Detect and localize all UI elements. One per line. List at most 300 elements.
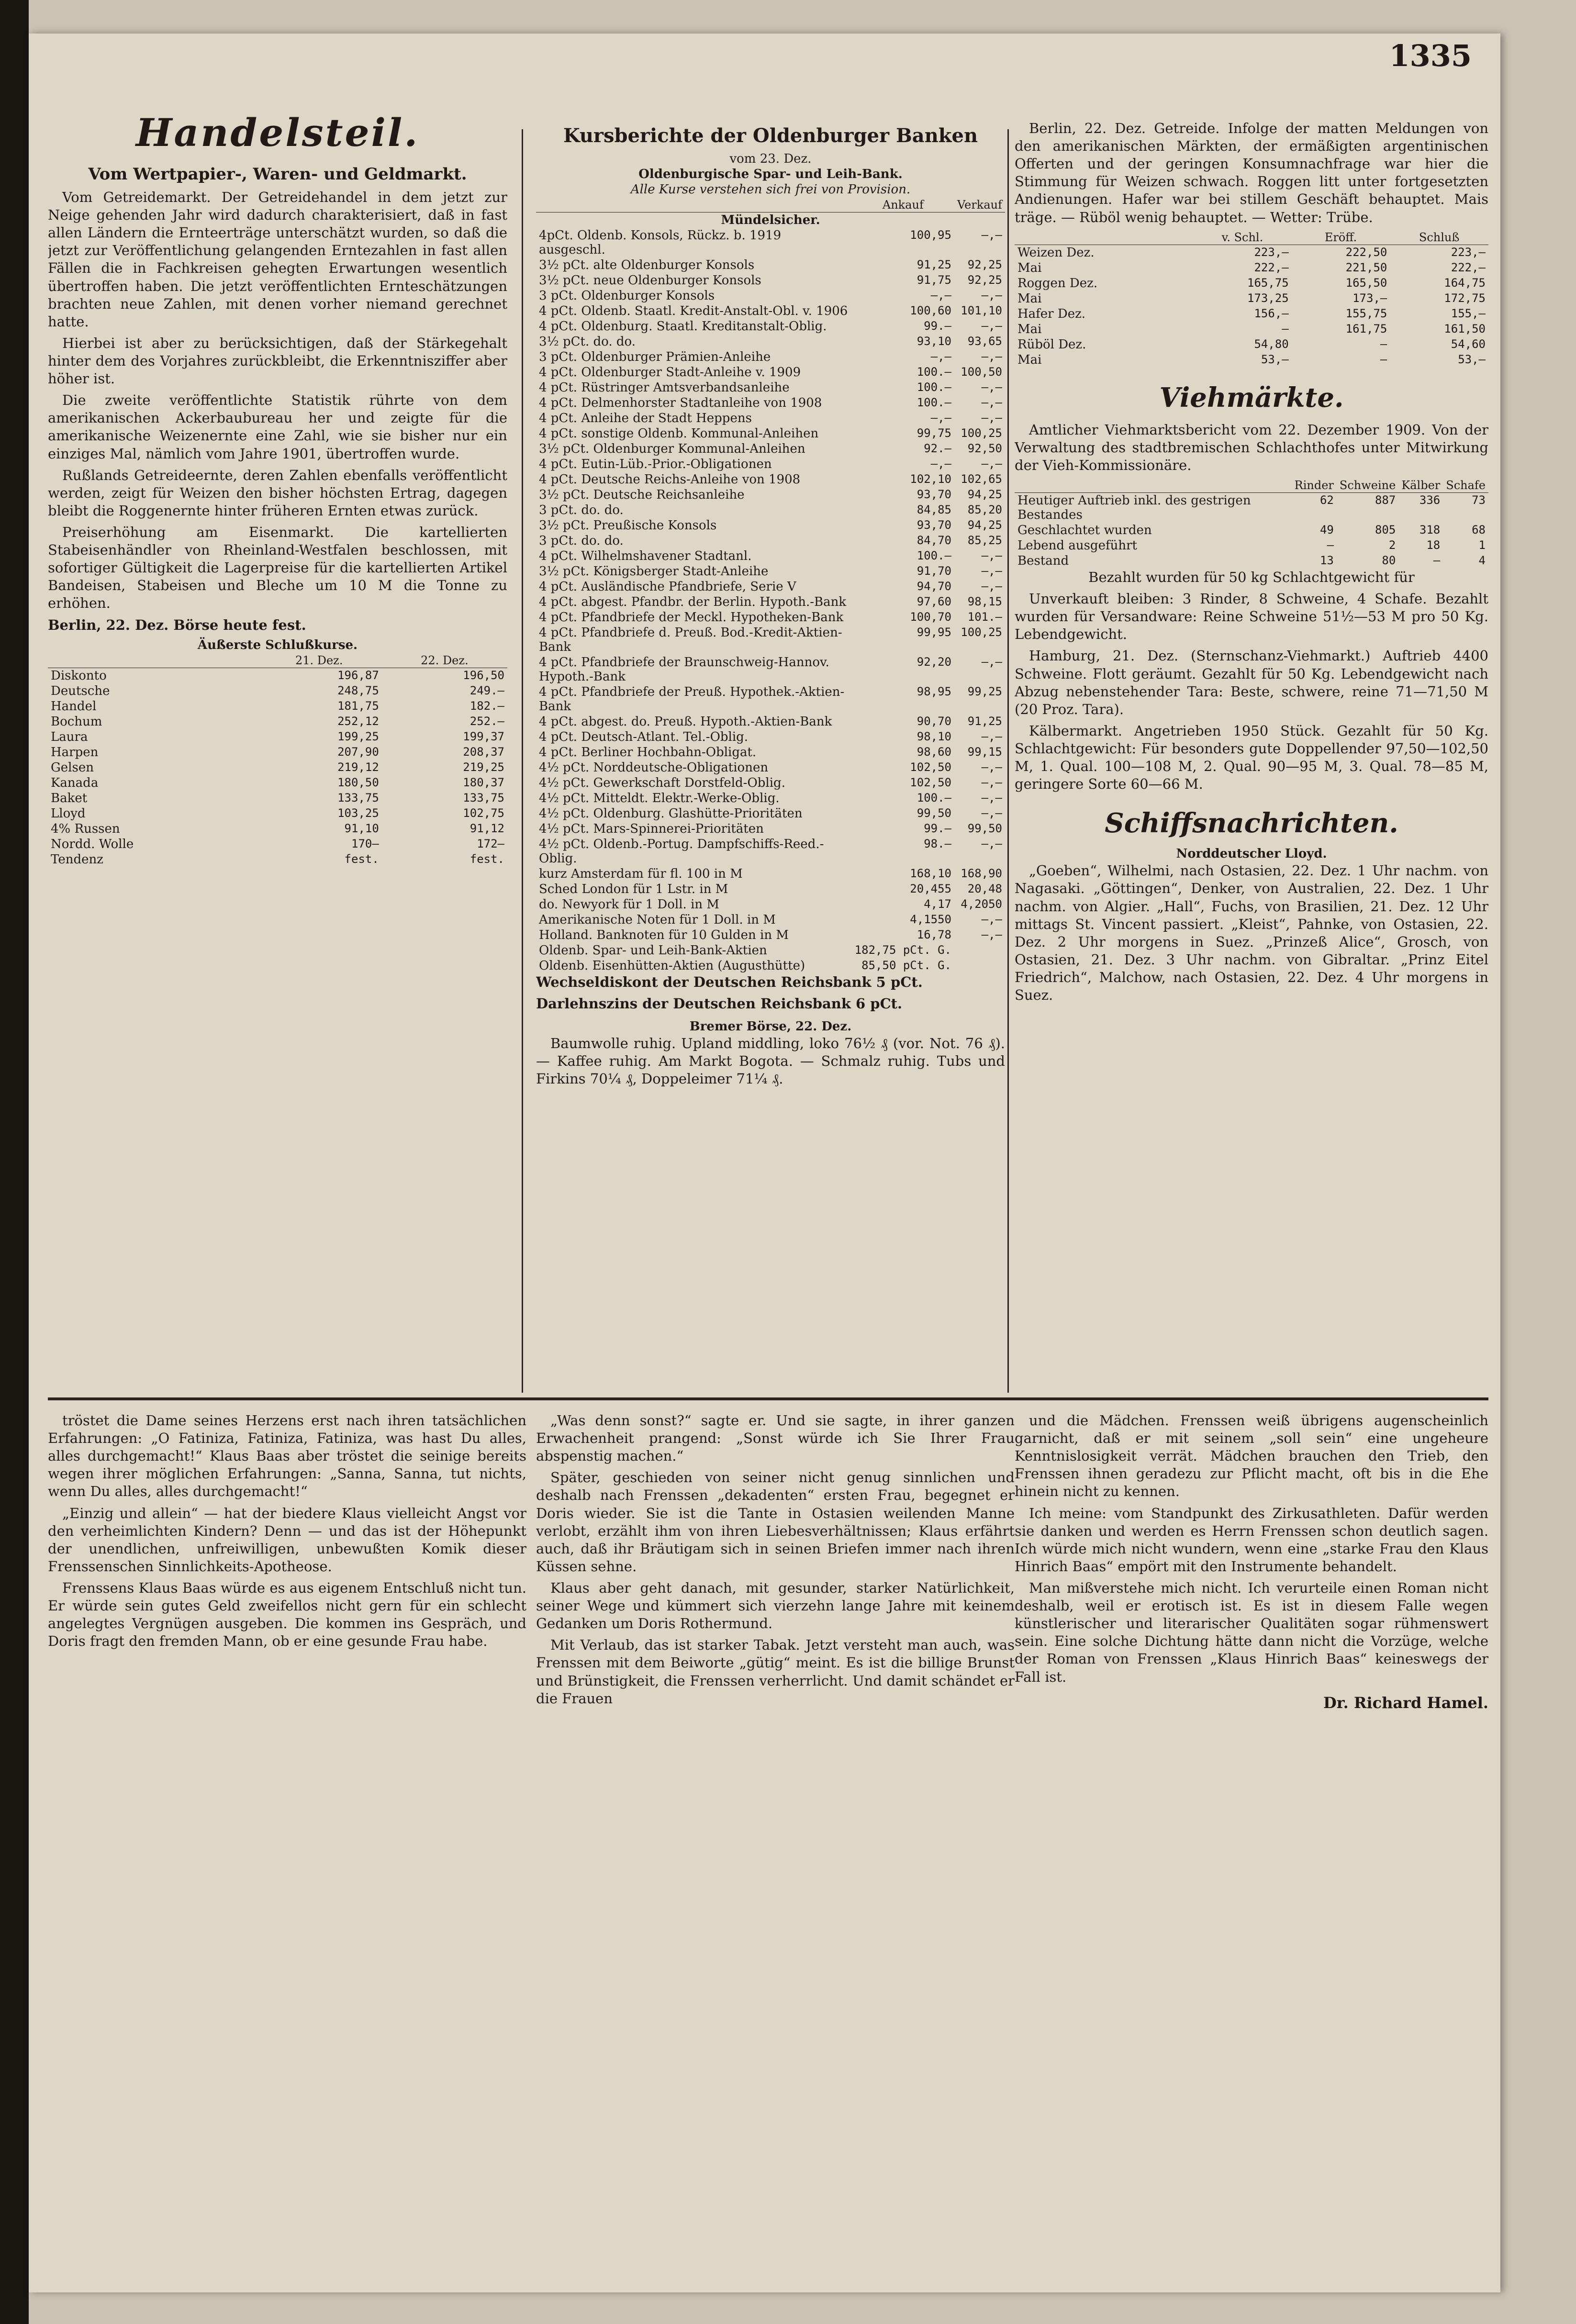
row-label: 4 pCt. Ausländische Pfandbriefe, Serie V [539,580,796,594]
author-signature: Dr. Richard Hamel. [1323,1693,1488,1712]
row-value: 16,78 [917,928,951,941]
table-header [1015,230,1193,245]
kursberichte-column [536,124,1005,1092]
row-value: 101.— [967,610,1002,624]
schiff-subtitle: Norddeutscher Lloyd. [1176,847,1327,861]
table-row [48,714,507,729]
row-value: 219,12 [337,760,379,774]
row-value: 73 [1472,493,1486,507]
row-label: 4 pCt. Oldenb. Staatl. Kredit-Anstalt-Obl. v. 1906 [539,304,848,318]
row-label: Gelsen [51,760,94,775]
table-row [536,943,1005,958]
row-value: 156,— [1254,306,1289,320]
table-row [1015,306,1488,322]
row-label: Tendenz [51,852,103,867]
row-value: fest. [469,852,504,866]
row-label: Baket [51,791,88,805]
row-value: 4,2050 [961,897,1002,911]
table-header: Schafe [1443,478,1488,493]
getreide-table [1015,230,1488,368]
row-label: 4½ pCt. Oldenb.-Portug. Dampfschiffs-Reed.-Oblig. [539,837,824,866]
row-value: 207,90 [337,745,379,759]
table-row [536,745,1005,760]
row-value: fest. [344,852,379,866]
row-value: 100.— [917,549,951,562]
row-value: 180,50 [337,775,379,789]
row-label: 4½ pCt. Oldenburg. Glashütte-Prioritäten [539,806,803,821]
row-value: 85,20 [967,503,1002,516]
row-value: 164,75 [1444,276,1486,290]
row-value: —,— [981,913,1002,926]
row-value: 100.— [917,380,951,394]
row-label: Mai [1017,322,1042,336]
row-value: 173,— [1352,291,1387,305]
bremen-text: Baumwolle ruhig. Upland middling, loko 76½ ₰ (vor. Not. 76 ₰). — Kaffee ruhig. Am Markt Bogota. — Schmalz ruhig. Tubs und Firkins 70¼ ₰, Doppeleimer 71¼ ₰. [536,1035,1005,1087]
row-value: 4,17 [924,897,951,911]
row-label: Mai [1017,352,1042,367]
row-label: Lloyd [51,806,86,821]
row-label: 3½ pCt. do. do. [539,335,636,349]
table-row [536,714,1005,729]
table-row [536,548,1005,564]
row-value: 100,25 [961,626,1002,639]
row-value: 155,— [1451,306,1486,320]
row-value: 99,75 [917,426,951,440]
row-label: 4 pCt. Deutsch-Atlant. Tel.-Oblig. [539,730,749,744]
book-spine [0,0,29,2324]
schiff-title: Schiffsnachrichten. [1105,807,1398,839]
table-row [536,625,1005,655]
row-label: Hafer Dez. [1017,306,1086,321]
row-label: Oldenb. Spar- und Leih-Bank-Aktien [539,943,767,958]
row-label: 3 pCt. Oldenburger Konsols [539,289,715,303]
table-row [536,866,1005,882]
table-header: Rinder [1292,478,1337,493]
row-value: 100,50 [961,365,1002,379]
row-value: —,— [981,319,1002,333]
row-value: 161,50 [1444,322,1486,335]
table-row [536,806,1005,821]
row-value: —,— [981,457,1002,470]
table-header: Eröff. [1292,230,1390,245]
row-value: 199,25 [337,729,379,743]
handelsteil-column [48,91,507,867]
row-label: Weizen Dez. [1017,245,1095,260]
row-value: 181,75 [337,699,379,713]
row-value: 252.— [469,714,504,728]
row-label: 3 pCt. do. do. [539,534,624,548]
kurs-date: vom 23. Dez. [729,152,812,166]
row-value: 199,37 [463,729,504,743]
table-row [536,257,1005,273]
page-number: 1335 [1389,38,1472,73]
row-value: 98,60 [917,745,951,759]
row-value: 53,— [1458,352,1486,366]
row-label: Rüböl Dez. [1017,337,1086,352]
row-value: 54,80 [1254,337,1289,351]
row-value: —,— [981,396,1002,409]
row-value: 18 [1426,538,1441,552]
column-rule [522,129,523,1393]
table-row [536,319,1005,334]
table-row [536,821,1005,837]
table-row [536,882,1005,897]
row-label: Mai [1017,291,1042,306]
row-value: 91,10 [344,821,379,835]
row-value: 182,75 pCt. G. [854,943,951,957]
row-value: 102,65 [961,472,1002,486]
row-value: 196,50 [463,668,504,682]
row-value: 91,25 [917,258,951,271]
row-value: 93,70 [917,488,951,501]
row-value: —,— [981,350,1002,363]
row-label: Handel [51,699,97,714]
table-row [1015,523,1488,538]
table-row [536,958,1005,973]
feuilleton-paragraph: Frenssens Klaus Baas würde es aus eigenem Entschluß nicht tun. Er würde sein gutes Geld zweifellos nicht gern für ein schlecht angelegtes Vergnügen ausgeben. Die kommen ins Gespräch, und Doris fragt den fremden Mann, ob er eine gesunde Frau habe. [48,1579,526,1650]
row-label: 4 pCt. Anleihe der Stadt Heppens [539,411,752,425]
row-label: 4 pCt. Pfandbriefe der Meckl. Hypotheken-Bank [539,610,844,625]
table-row [536,273,1005,288]
row-value: — [1380,337,1387,351]
article-paragraph: Rußlands Getreideernte, deren Zahlen ebenfalls veröffentlicht werden, zeigt für Weizen den bisher höchsten Ertrag, dagegen bleibt die Roggenernte hinter früheren Ernten etwas zurück. [48,467,507,519]
table-row [536,303,1005,319]
feuilleton-column-2 [536,1412,1015,1711]
row-label: 4 pCt. Eutin-Lüb.-Prior.-Obligationen [539,457,772,471]
row-label: 4 pCt. abgest. Pfandbr. der Berlin. Hypoth.-Bank [539,595,847,609]
row-value: 94,25 [967,518,1002,532]
table-header [48,653,257,668]
row-value: —,— [981,806,1002,820]
table-row [48,745,507,760]
row-value: 172— [477,837,504,850]
row-value: 92,25 [967,273,1002,287]
vieh-paragraph: Hamburg, 21. Dez. (Sternschanz-Viehmarkt.) Auftrieb 4400 Schweine. Flott geräumt. Gezahlt für 50 Kg. Lebendgewicht nach Abzug nebenstehender Tara: Beste, schwere, reine 71—71,50 M (20 Proz. Tara). [1015,648,1488,717]
row-value: —,— [981,760,1002,774]
table-row [1015,291,1488,306]
table-row [536,395,1005,411]
row-value: 4,1550 [910,913,951,926]
feuilleton-column-3 [1015,1412,1488,1712]
table-row [1015,337,1488,352]
row-value: 100.— [917,396,951,409]
row-label: Oldenb. Eisenhütten-Aktien (Augusthütte) [539,959,805,973]
table-row [536,426,1005,441]
row-value: 101,10 [961,304,1002,317]
row-label: 4½ pCt. Mitteldt. Elektr.-Werke-Oblig. [539,791,780,805]
row-value: 318 [1419,523,1441,536]
row-label: 4 pCt. Deutsche Reichs-Anleihe von 1908 [539,472,801,487]
row-value: 102,50 [910,776,951,789]
feuilleton-paragraph: Mit Verlaub, das ist starker Tabak. Jetzt versteht man auch, was Frenssen mit dem Beiworte „gütig“ meint. Es ist die billige Brunst und Brünstigkeit, die Frenssen verherrlicht. Und damit schändet er die Frauen [536,1637,1015,1707]
row-value: 85,50 pCt. G. [861,959,951,972]
feuilleton-column-1 [48,1412,526,1654]
bremen-title: Bremer Börse, 22. Dez. [689,1019,852,1034]
row-value: 102,50 [910,760,951,774]
row-value: 99,50 [967,822,1002,835]
row-value: 100,95 [910,228,951,242]
table-row [48,683,507,699]
schiff-text: „Goeben“, Wilhelmi, nach Ostasien, 22. Dez. 1 Uhr nachm. von Nagasaki. „Göttingen“, Denker, von Australien, 22. Dez. 1 Uhr nachm. von Algier. „Hall“, Fuchs, von Brasilien, 21. Dez. 12 Uhr mittags St. Vincent passiert. „Kleist“, Pahnke, von Ostasien, 22. Dez. 2 Uhr morgens in Suez. „Prinzeß Alice“, Grosch, von Ostasien, 21. Dez. 3 Uhr nachm. von Gibraltar. „Prinz Eitel Friedrich“, Malchow, nach Ostasien, 22. Dez. 4 Uhr morgens in Suez. [1015,862,1488,1004]
vieh-title: Viehmärkte. [1159,381,1344,413]
newspaper-page [29,34,1500,2292]
row-label: 4 pCt. abgest. do. Preuß. Hypoth.-Aktien-Bank [539,715,832,729]
row-value: 4 [1478,553,1486,567]
table-row [536,837,1005,866]
table-row [536,684,1005,714]
table-row [536,334,1005,349]
row-value: 85,25 [967,534,1002,547]
table-row [536,775,1005,791]
table-header [1015,478,1292,493]
row-value: 20,48 [967,882,1002,895]
row-value: —,— [930,457,951,470]
row-value: —,— [981,564,1002,578]
boerse-table [48,653,507,867]
row-value: 133,75 [463,791,504,804]
table-row [48,837,507,852]
row-label: 4 pCt. Delmenhorster Stadtanleihe von 1908 [539,396,822,410]
table-row [48,760,507,775]
row-value [954,943,1005,958]
table-header: 22. Dez. [382,653,507,668]
row-value: 93,10 [917,335,951,348]
row-value: 99.— [924,319,951,333]
table-row [536,533,1005,548]
row-value: 168,10 [910,867,951,880]
wechsel-line: Wechseldiskont der Deutschen Reichsbank 5 pCt. [536,974,923,990]
article-paragraph: Hierbei ist aber zu berücksichtigen, daß der Stärkegehalt hinter dem des Vorjahres zurückbleibt, die Erkenntnisziffer aber höher ist. [48,335,507,387]
row-value: 99,25 [967,685,1002,698]
row-label: Amerikanische Noten für 1 Doll. in M [539,913,776,927]
row-value: 805 [1375,523,1396,536]
row-value: 93,70 [917,518,951,532]
row-value: —,— [930,289,951,302]
row-value: 92.— [924,442,951,455]
row-label: 3½ pCt. Preußische Konsols [539,518,717,533]
row-value: 103,25 [337,806,379,820]
article-paragraph: Preiserhöhung am Eisenmarkt. Die kartellierten Stabeisenhändler von Rheinland-Westfalen beschlossen, mit sofortiger Gültigkeit die Lagerpreise für die kartellierten Artikel Bandeisen, Stabeisen und Bleche um 10 M die Tonne zu erhöhen. [48,524,507,612]
row-label: 4 pCt. sonstige Oldenb. Kommunal-Anleihen [539,426,819,441]
row-label: Bochum [51,714,102,729]
table-row [536,365,1005,380]
row-value: 91,70 [917,564,951,578]
row-value: 172,75 [1444,291,1486,305]
row-value: —,— [981,776,1002,789]
table-row [536,594,1005,610]
row-value: 92,50 [967,442,1002,455]
row-label: Deutsche [51,683,110,698]
row-value: 196,87 [337,668,379,682]
row-label: Lebend ausgeführt [1017,538,1137,553]
kurs-section: Mündelsicher. [721,213,820,227]
row-label: Mai [1017,260,1042,275]
table-row [536,579,1005,594]
row-value: —,— [981,580,1002,593]
feuilleton-paragraph: Später, geschieden von seiner nicht genug sinnlichen und deshalb nach Frenssen „dekadenten“ ersten Frau, begegnet er Doris wieder. Sie ist die Tante in Ostasien weilenden Manne verlobt, erzählt ihm von ihren Liebesverhältnissen; Klaus erfährt auch, daß ihr Bräutigam sich in seinen Briefen immer nach ihren Küssen sehne. [536,1469,1015,1575]
row-value: —,— [981,655,1002,669]
row-value: 222,50 [1345,245,1387,259]
feuilleton-rule [48,1397,1488,1400]
table-row [536,927,1005,943]
row-value: 248,75 [337,683,379,697]
row-value: 53,— [1261,352,1289,366]
row-label: 3 pCt. do. do. [539,503,624,517]
row-value: 20,455 [910,882,951,895]
table-row [1015,538,1488,553]
table-header: v. Schl. [1193,230,1292,245]
row-value: — [1433,553,1441,567]
table-header: Schweine [1337,478,1398,493]
table-header: Verkauf [954,198,1005,212]
row-value: 170— [351,837,379,850]
vieh-intro: Amtlicher Viehmarktsbericht vom 22. Dezember 1909. Von der Verwaltung des stadtbremischen Schlachthofes unter Mitwirkung der Vieh-Kommissionäre. [1015,421,1488,473]
row-value [954,958,1005,973]
feuilleton-paragraph: Klaus aber geht danach, mit gesunder, starker Natürlichkeit, seiner Wege und kümmert sich vierzehn lange Jahre mit keinem Gedanken um Doris Rothermund. [536,1579,1015,1632]
row-value: 84,85 [917,503,951,516]
row-value: —,— [981,730,1002,743]
row-value: — [1380,352,1387,366]
row-value: 54,60 [1451,337,1486,351]
row-label: Heutiger Auftrieb inkl. des gestrigen Bestandes [1017,493,1251,522]
row-value: 97,60 [917,595,951,608]
row-label: 3½ pCt. neue Oldenburger Konsols [539,273,761,288]
table-row [536,518,1005,533]
table-row [536,487,1005,503]
table-row [48,729,507,745]
row-value: —,— [981,228,1002,242]
row-label: Holland. Banknoten für 10 Gulden in M [539,928,789,942]
table-header: Schluß [1390,230,1488,245]
row-value: 2 [1388,538,1396,552]
vieh-paragraph: Kälbermarkt. Angetrieben 1950 Stück. Gezahlt für 50 Kg. Schlachtgewicht: Für besonders gute Doppellender 97,50—102,50 M, 1. Qual. 100—108 M, 2. Qual. 90—95 M, 3. Qual. 78—85 M, geringere Sorte 60—66 M. [1015,722,1488,793]
article-paragraph: Die zweite veröffentlichte Statistik rührte von dem amerikanischen Ackerbaubureau her und zeigte für die amerikanische Weizenernte eine Zahl, wie sie bisher nur ein einziges Mal, nämlich vom Jahre 1901, übertroffen wurde. [48,392,507,462]
table-row [536,288,1005,303]
row-value: 252,12 [337,714,379,728]
row-label: 4 pCt. Oldenburger Stadt-Anleihe v. 1909 [539,365,801,380]
table-row [1015,553,1488,569]
row-label: Harpen [51,745,99,760]
row-label: Nordd. Wolle [51,837,134,851]
table-row [536,503,1005,518]
boerse-title: Berlin, 22. Dez. Börse heute fest. [48,616,306,633]
table-row [536,228,1005,257]
row-value: 100.— [917,365,951,379]
article-paragraph: Vom Getreidemarkt. Der Getreidehandel in dem jetzt zur Neige gehenden Jahr wird dadurch charakterisiert, daß in fast allen Ländern die Ernteerträge unterschätzt wurden, so daß die jetzt zur Veröffentlichung gelangenden Erntezahlen in fast allen Fällen die in Fachkreisen gehegten Erwartungen wesentlich übertroffen haben. Die jetzt veröffentlichten Ernteschätzungen brachten neue Zahlen, mit denen vorher niemand gerechnet hatte. [48,189,507,330]
row-value: 84,70 [917,534,951,547]
row-value: 68 [1472,523,1486,536]
table-row [536,791,1005,806]
row-value: 100,60 [910,304,951,317]
table-header: 21. Dez. [257,653,382,668]
row-value: — [1327,538,1334,552]
row-value: 168,90 [961,867,1002,880]
table-row [536,564,1005,579]
row-value: 93,65 [967,335,1002,348]
row-value: 94,70 [917,580,951,593]
row-value: 336 [1419,493,1441,507]
row-value: 92,25 [967,258,1002,271]
table-row [536,457,1005,472]
row-value: 165,50 [1345,276,1387,290]
column-rule [1007,129,1009,1393]
row-value: 13 [1319,553,1334,567]
row-value: 173,25 [1247,291,1289,305]
row-value: 91,25 [967,715,1002,728]
table-row [1015,245,1488,260]
row-label: Roggen Dez. [1017,276,1098,290]
feuilleton-paragraph: „Einzig und allein“ — hat der biedere Klaus vielleicht Angst vor den verheimlichten Kindern? Denn — und das ist der Höhepunkt der unendlichen, unfreiwilligen, unbewußten Komik dieser Frenssenschen Sinnlichkeits-Apotheose. [48,1505,526,1575]
row-value: 180,37 [463,775,504,789]
table-row [536,411,1005,426]
row-value: 182.— [469,699,504,713]
row-label: 3½ pCt. Königsberger Stadt-Anleihe [539,564,769,579]
row-value: 99.— [924,822,951,835]
table-row [48,852,507,867]
table-row [1015,276,1488,291]
markt-column [1015,120,1488,1008]
row-value: 98,95 [917,685,951,698]
row-label: 4 pCt. Berliner Hochbahn-Obligat. [539,745,757,760]
row-value: 221,50 [1345,260,1387,274]
row-label: 4½ pCt. Norddeutsche-Obligationen [539,760,769,775]
row-value: 49 [1319,523,1334,536]
row-value: 99,15 [967,745,1002,759]
table-row [536,472,1005,487]
kurs-note: Alle Kurse verstehen sich frei von Provision. [630,182,911,197]
row-label: 4 pCt. Pfandbriefe der Preuß. Hypothek.-Aktien-Bank [539,685,845,714]
table-row [536,380,1005,395]
boerse-subtitle: Äußerste Schlußkurse. [197,637,358,652]
feuilleton-paragraph: „Was denn sonst?“ sagte er. Und sie sagte, in ihrer ganzen Erwachenheit prangend: „Sonst würde ich Sie Ihrer Frau abspenstig machen.“ [536,1412,1015,1464]
row-label: 4 pCt. Pfandbriefe der Braunschweig-Hannov. Hypoth.-Bank [539,655,829,684]
row-value: —,— [981,791,1002,804]
row-value: 102,75 [463,806,504,820]
row-value: 98,15 [967,595,1002,608]
feuilleton-paragraph: tröstet die Dame seines Herzens erst nach ihren tatsächlichen Erfahrungen: „O Fatiniza, Fatiniza, Fatiniza, was hast Du alles, alles durchgemacht!“ Klaus Baas aber tröstet die seinige bereits wegen ihrer möglichen Erfahrungen: „Sanna, Sanna, tut nichts, wenn Du alles, alles durchgemacht!“ [48,1412,526,1500]
row-label: Geschlachtet wurden [1017,523,1152,537]
row-value: 99,95 [917,626,951,639]
kurs-title: Kursberichte der Oldenburger Banken [563,124,978,147]
table-row [1015,492,1488,523]
row-value: —,— [981,928,1002,941]
table-row [536,610,1005,625]
row-label: 4½ pCt. Gewerkschaft Dorstfeld-Oblig. [539,776,785,790]
row-value: 208,37 [463,745,504,759]
row-value: 80 [1382,553,1396,567]
row-label: kurz Amsterdam für fl. 100 in M [539,867,743,881]
row-value: 165,75 [1247,276,1289,290]
row-value: 249.— [469,683,504,697]
row-label: Diskonto [51,668,107,683]
row-value: 94,25 [967,488,1002,501]
kurs-table [536,198,1005,973]
feuilleton-paragraph: Ich meine: vom Standpunkt des Zirkusathleten. Dafür werden sie danken und werden es Herrn Frenssen schon deutlich sagen. Ich würde mich nicht wundern, wenn eine „starke Frau den Klaus Hinrich Baas“ empört mit den Instrumente behandelt. [1015,1505,1488,1575]
row-value: 91,75 [917,273,951,287]
row-value: —,— [981,411,1002,425]
table-row [536,655,1005,684]
row-label: 3½ pCt. Deutsche Reichsanleihe [539,488,745,502]
row-value: 62 [1319,493,1334,507]
table-row [536,912,1005,927]
table-row [1015,260,1488,276]
row-value: 133,75 [337,791,379,804]
row-value: 92,20 [917,655,951,669]
table-header: Ankauf [852,198,954,212]
row-value: —,— [981,289,1002,302]
row-value: 222,— [1451,260,1486,274]
row-value: 161,75 [1345,322,1387,335]
